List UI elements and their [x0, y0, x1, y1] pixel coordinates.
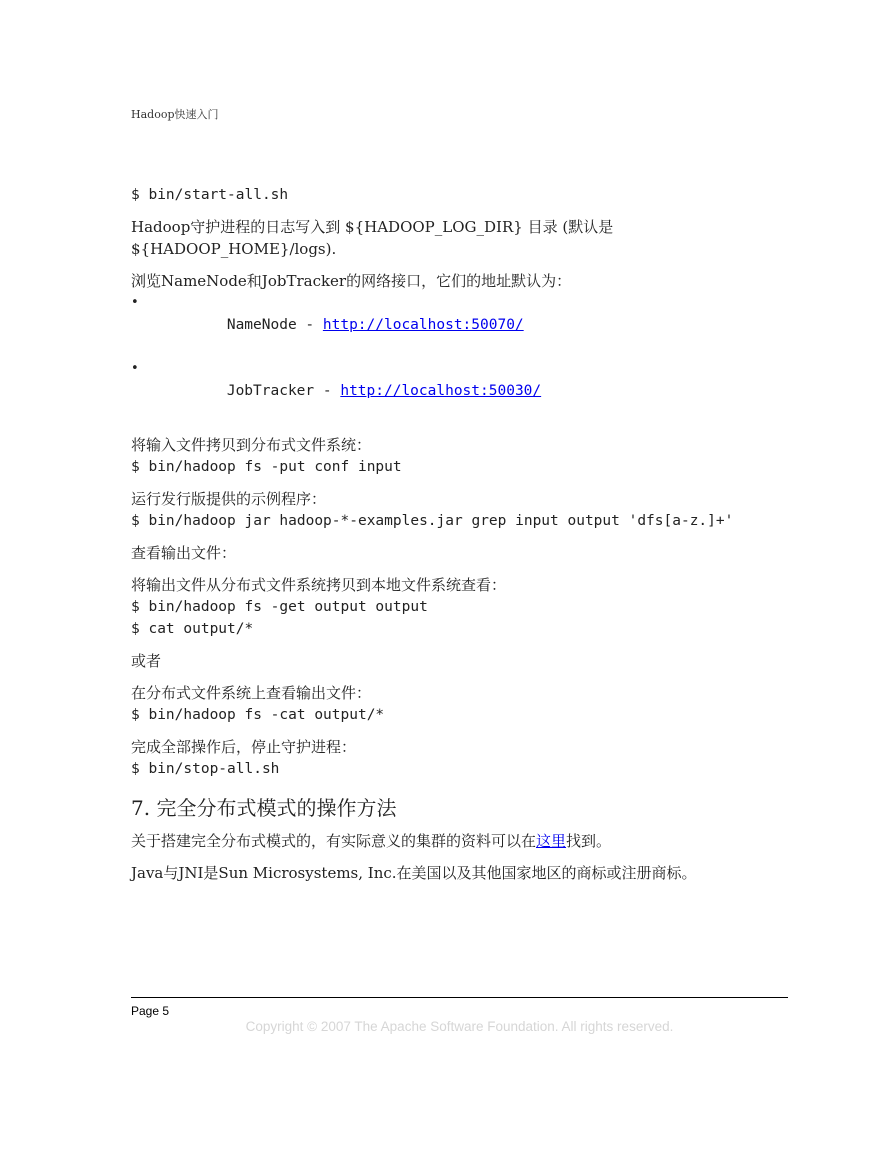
log-dir-line-2: ${HADOOP_HOME}/logs). — [131, 240, 337, 258]
page-number: Page 5 — [131, 1004, 170, 1018]
run-example-label: 运行发行版提供的示例程序： — [131, 490, 327, 508]
view-output-label: 查看输出文件： — [131, 544, 237, 562]
namenode-label: NameNode - — [226, 317, 323, 333]
trademark-notice: Java与JNI是Sun Microsystems, Inc.在美国以及其他国家地区的商标或注册商标。 — [131, 864, 697, 882]
code-stop-all: $ bin/stop-all.sh — [131, 761, 280, 777]
browse-intro: 浏览NameNode和JobTracker的网络接口，它们的地址默认为： — [131, 272, 572, 290]
bullet-icon: • — [131, 295, 139, 310]
bullet-icon: • — [131, 361, 139, 376]
web-ui-list — [131, 292, 791, 424]
full-dist-suffix: 找到。 — [566, 832, 612, 850]
view-dfs-label: 在分布式文件系统上查看输出文件： — [131, 684, 372, 702]
code-put: $ bin/hadoop fs -put conf input — [131, 459, 402, 475]
code-cat-local: $ cat output/* — [131, 621, 254, 637]
copy-input-label: 将输入文件拷贝到分布式文件系统： — [131, 436, 372, 454]
jobtracker-link[interactable]: http://localhost:50030/ — [340, 383, 542, 399]
log-dir-paragraph — [131, 216, 791, 260]
section-heading: 7. 完全分布式模式的操作方法 — [131, 796, 397, 820]
stop-label: 完成全部操作后，停止守护进程： — [131, 738, 357, 756]
view-dfs-section — [131, 682, 791, 726]
code-start-all: $ bin/start-all.sh — [131, 187, 289, 203]
footer-divider — [131, 997, 788, 998]
jobtracker-label: JobTracker - — [226, 383, 341, 399]
page-content — [131, 184, 791, 894]
stop-section — [131, 736, 791, 780]
code-cat-dfs: $ bin/hadoop fs -cat output/* — [131, 707, 385, 723]
running-header: Hadoop快速入门 — [131, 108, 219, 121]
list-item-jobtracker — [131, 358, 791, 424]
or-label: 或者 — [131, 652, 162, 670]
copy-input-section — [131, 434, 791, 478]
log-dir-line-1: Hadoop守护进程的日志写入到 ${HADOOP_LOG_DIR} 目录 (默认是 — [131, 218, 614, 236]
namenode-link[interactable]: http://localhost:50070/ — [322, 317, 524, 333]
run-example-section — [131, 488, 791, 532]
copyright-notice: Copyright © 2007 The Apache Software Foundation. All rights reserved. — [245, 1019, 674, 1034]
full-distributed-paragraph — [131, 830, 791, 852]
list-item-namenode — [131, 292, 791, 358]
copy-output-section — [131, 574, 791, 640]
code-run-example: $ bin/hadoop jar hadoop-*-examples.jar grep input output 'dfs[a-z.]+' — [131, 513, 734, 529]
code-get: $ bin/hadoop fs -get output output — [131, 599, 428, 615]
full-dist-prefix: 关于搭建完全分布式模式的，有实际意义的集群的资料可以在 — [131, 832, 537, 850]
here-link[interactable]: 这里 — [536, 832, 567, 850]
copy-output-label: 将输出文件从分布式文件系统拷贝到本地文件系统查看： — [131, 576, 507, 594]
